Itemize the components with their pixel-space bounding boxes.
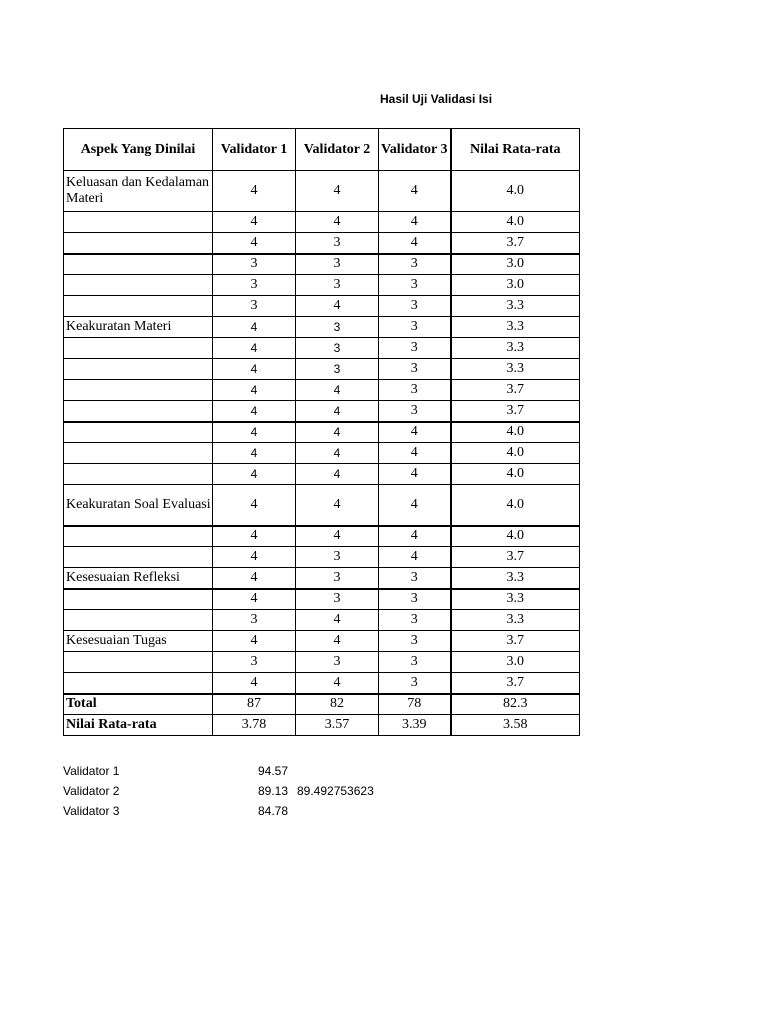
validator-1-cell: 4: [213, 547, 296, 568]
header-average: Nilai Rata-rata: [451, 129, 580, 171]
validation-table: [63, 128, 580, 736]
table-row: [64, 171, 580, 212]
validator-2-cell: 4: [296, 526, 379, 547]
validator-1-cell: 4: [213, 359, 296, 380]
validator-2-cell: 3: [296, 568, 379, 589]
validator-2-cell: 3: [296, 254, 379, 275]
header-validator-1: Validator 1: [213, 129, 296, 171]
validator-1-cell: 4: [213, 673, 296, 694]
total-v3: 78: [379, 694, 451, 715]
aspect-cell: Kesesuaian Refleksi: [64, 568, 213, 589]
validator-3-cell: 3: [379, 275, 451, 296]
table-row: [64, 380, 580, 401]
validator-3-cell: 3: [379, 673, 451, 694]
table-row: [64, 568, 580, 589]
table-row: [64, 212, 580, 233]
validator-2-cell: 4: [296, 464, 379, 485]
average-cell: 4.0: [451, 464, 580, 485]
validator-1-cell: 4: [213, 171, 296, 212]
validator-3-cell: 3: [379, 589, 451, 610]
table-row: [64, 547, 580, 568]
validator-3-cell: 4: [379, 422, 451, 443]
total-label: Total: [64, 694, 213, 715]
validator-1-cell: 3: [213, 652, 296, 673]
validator-3-cell: 3: [379, 338, 451, 359]
validator-1-cell: 4: [213, 464, 296, 485]
validator-2-cell: 4: [296, 673, 379, 694]
validator-2-cell: 3: [296, 338, 379, 359]
average-cell: 3.7: [451, 631, 580, 652]
aspect-cell: Keakuratan Soal Evaluasi: [64, 485, 213, 526]
summary-score: 94.57: [258, 764, 289, 778]
validator-2-cell: 3: [296, 589, 379, 610]
aspect-cell: [64, 212, 213, 233]
aspect-cell: Keakuratan Materi: [64, 317, 213, 338]
aspect-cell: Kesesuaian Tugas: [64, 631, 213, 652]
average-cell: 3.3: [451, 568, 580, 589]
validator-2-cell: 4: [296, 212, 379, 233]
average-cell: 3.7: [451, 401, 580, 422]
total-avg: 82.3: [451, 694, 580, 715]
validator-2-cell: 3: [296, 233, 379, 254]
header-aspect: Aspek Yang Dinilai: [64, 129, 213, 171]
summary-validator-name: Validator 3: [63, 804, 120, 818]
aspect-cell: [64, 233, 213, 254]
validator-3-cell: 4: [379, 212, 451, 233]
aspect-cell: [64, 464, 213, 485]
header-validator-3: Validator 3: [379, 129, 451, 171]
aspect-cell: [64, 422, 213, 443]
aspect-cell: [64, 589, 213, 610]
validator-3-cell: 3: [379, 401, 451, 422]
total-row: [64, 694, 580, 715]
validator-2-cell: 4: [296, 422, 379, 443]
average-cell: 3.0: [451, 254, 580, 275]
aspect-cell: [64, 254, 213, 275]
validator-3-cell: 4: [379, 485, 451, 526]
mean-label: Nilai Rata-rata: [64, 715, 213, 736]
validator-3-cell: 4: [379, 233, 451, 254]
table-row: [64, 233, 580, 254]
validator-1-cell: 4: [213, 212, 296, 233]
aspect-cell: [64, 380, 213, 401]
aspect-cell: [64, 359, 213, 380]
mean-v3: 3.39: [379, 715, 451, 736]
validator-1-cell: 4: [213, 568, 296, 589]
validator-3-cell: 4: [379, 464, 451, 485]
aspect-cell: [64, 673, 213, 694]
mean-avg: 3.58: [451, 715, 580, 736]
average-cell: 3.3: [451, 589, 580, 610]
validator-3-cell: 4: [379, 443, 451, 464]
average-cell: 4.0: [451, 212, 580, 233]
mean-v1: 3.78: [213, 715, 296, 736]
validator-3-cell: 4: [379, 171, 451, 212]
aspect-cell: [64, 338, 213, 359]
validator-2-cell: 4: [296, 296, 379, 317]
aspect-cell: [64, 443, 213, 464]
aspect-cell: [64, 526, 213, 547]
validator-2-cell: 4: [296, 380, 379, 401]
aspect-cell: [64, 275, 213, 296]
average-cell: 3.7: [451, 233, 580, 254]
average-cell: 3.7: [451, 673, 580, 694]
aspect-cell: [64, 296, 213, 317]
table-row: [64, 631, 580, 652]
total-v1: 87: [213, 694, 296, 715]
validator-1-cell: 4: [213, 443, 296, 464]
average-cell: 3.7: [451, 380, 580, 401]
mean-v2: 3.57: [296, 715, 379, 736]
aspect-cell: [64, 652, 213, 673]
validator-3-cell: 3: [379, 254, 451, 275]
validator-3-cell: 3: [379, 610, 451, 631]
validator-3-cell: 3: [379, 380, 451, 401]
table-row: [64, 526, 580, 547]
aspect-cell: [64, 401, 213, 422]
aspect-cell: [64, 610, 213, 631]
validator-2-cell: 4: [296, 631, 379, 652]
validator-1-cell: 4: [213, 485, 296, 526]
summary-validator-name: Validator 1: [63, 764, 120, 778]
validator-2-cell: 4: [296, 485, 379, 526]
average-cell: 3.3: [451, 296, 580, 317]
header-validator-2: Validator 2: [296, 129, 379, 171]
validator-2-cell: 4: [296, 171, 379, 212]
average-cell: 3.3: [451, 338, 580, 359]
validator-3-cell: 4: [379, 547, 451, 568]
table-row: [64, 464, 580, 485]
summary-validator-name: Validator 2: [63, 784, 120, 798]
average-cell: 3.3: [451, 359, 580, 380]
average-cell: 3.0: [451, 275, 580, 296]
table-row: [64, 338, 580, 359]
validator-1-cell: 4: [213, 401, 296, 422]
validator-1-cell: 4: [213, 526, 296, 547]
summary-extra-value: 89.492753623: [297, 784, 374, 798]
average-cell: 3.7: [451, 547, 580, 568]
table-row: [64, 275, 580, 296]
validator-2-cell: 3: [296, 547, 379, 568]
total-v2: 82: [296, 694, 379, 715]
validator-1-cell: 3: [213, 296, 296, 317]
table-row: [64, 317, 580, 338]
table-row: [64, 422, 580, 443]
validator-3-cell: 3: [379, 296, 451, 317]
validator-1-cell: 4: [213, 233, 296, 254]
table-row: [64, 652, 580, 673]
validator-1-cell: 4: [213, 422, 296, 443]
validator-3-cell: 3: [379, 359, 451, 380]
table-row: [64, 254, 580, 275]
validator-1-cell: 4: [213, 317, 296, 338]
validator-1-cell: 4: [213, 380, 296, 401]
validator-2-cell: 3: [296, 652, 379, 673]
table-row: [64, 610, 580, 631]
table-row: [64, 296, 580, 317]
validator-3-cell: 3: [379, 652, 451, 673]
validator-3-cell: 3: [379, 317, 451, 338]
validator-2-cell: 4: [296, 401, 379, 422]
aspect-cell: Keluasan dan Kedalaman Materi: [64, 171, 213, 212]
validator-2-cell: 3: [296, 317, 379, 338]
average-cell: 3.3: [451, 317, 580, 338]
average-cell: 4.0: [451, 422, 580, 443]
validator-3-cell: 3: [379, 631, 451, 652]
header-row: [64, 129, 580, 171]
summary-score: 89.13: [258, 784, 289, 798]
validator-2-cell: 3: [296, 275, 379, 296]
validator-2-cell: 4: [296, 610, 379, 631]
aspect-cell: [64, 547, 213, 568]
page-title: Hasil Uji Validasi Isi: [380, 92, 493, 106]
average-cell: 3.3: [451, 610, 580, 631]
average-cell: 4.0: [451, 171, 580, 212]
validator-2-cell: 4: [296, 443, 379, 464]
validator-1-cell: 4: [213, 589, 296, 610]
validator-2-cell: 3: [296, 359, 379, 380]
validator-1-cell: 3: [213, 254, 296, 275]
validator-1-cell: 3: [213, 610, 296, 631]
average-cell: 3.0: [451, 652, 580, 673]
summary-score: 84.78: [258, 804, 289, 818]
table-row: [64, 443, 580, 464]
validator-3-cell: 3: [379, 568, 451, 589]
average-cell: 4.0: [451, 485, 580, 526]
table-row: [64, 673, 580, 694]
average-cell: 4.0: [451, 526, 580, 547]
average-cell: 4.0: [451, 443, 580, 464]
table-row: [64, 485, 580, 526]
table-row: [64, 359, 580, 380]
table-row: [64, 401, 580, 422]
validator-1-cell: 3: [213, 275, 296, 296]
validator-1-cell: 4: [213, 338, 296, 359]
mean-row: [64, 715, 580, 736]
table-row: [64, 589, 580, 610]
validator-3-cell: 4: [379, 526, 451, 547]
validator-1-cell: 4: [213, 631, 296, 652]
